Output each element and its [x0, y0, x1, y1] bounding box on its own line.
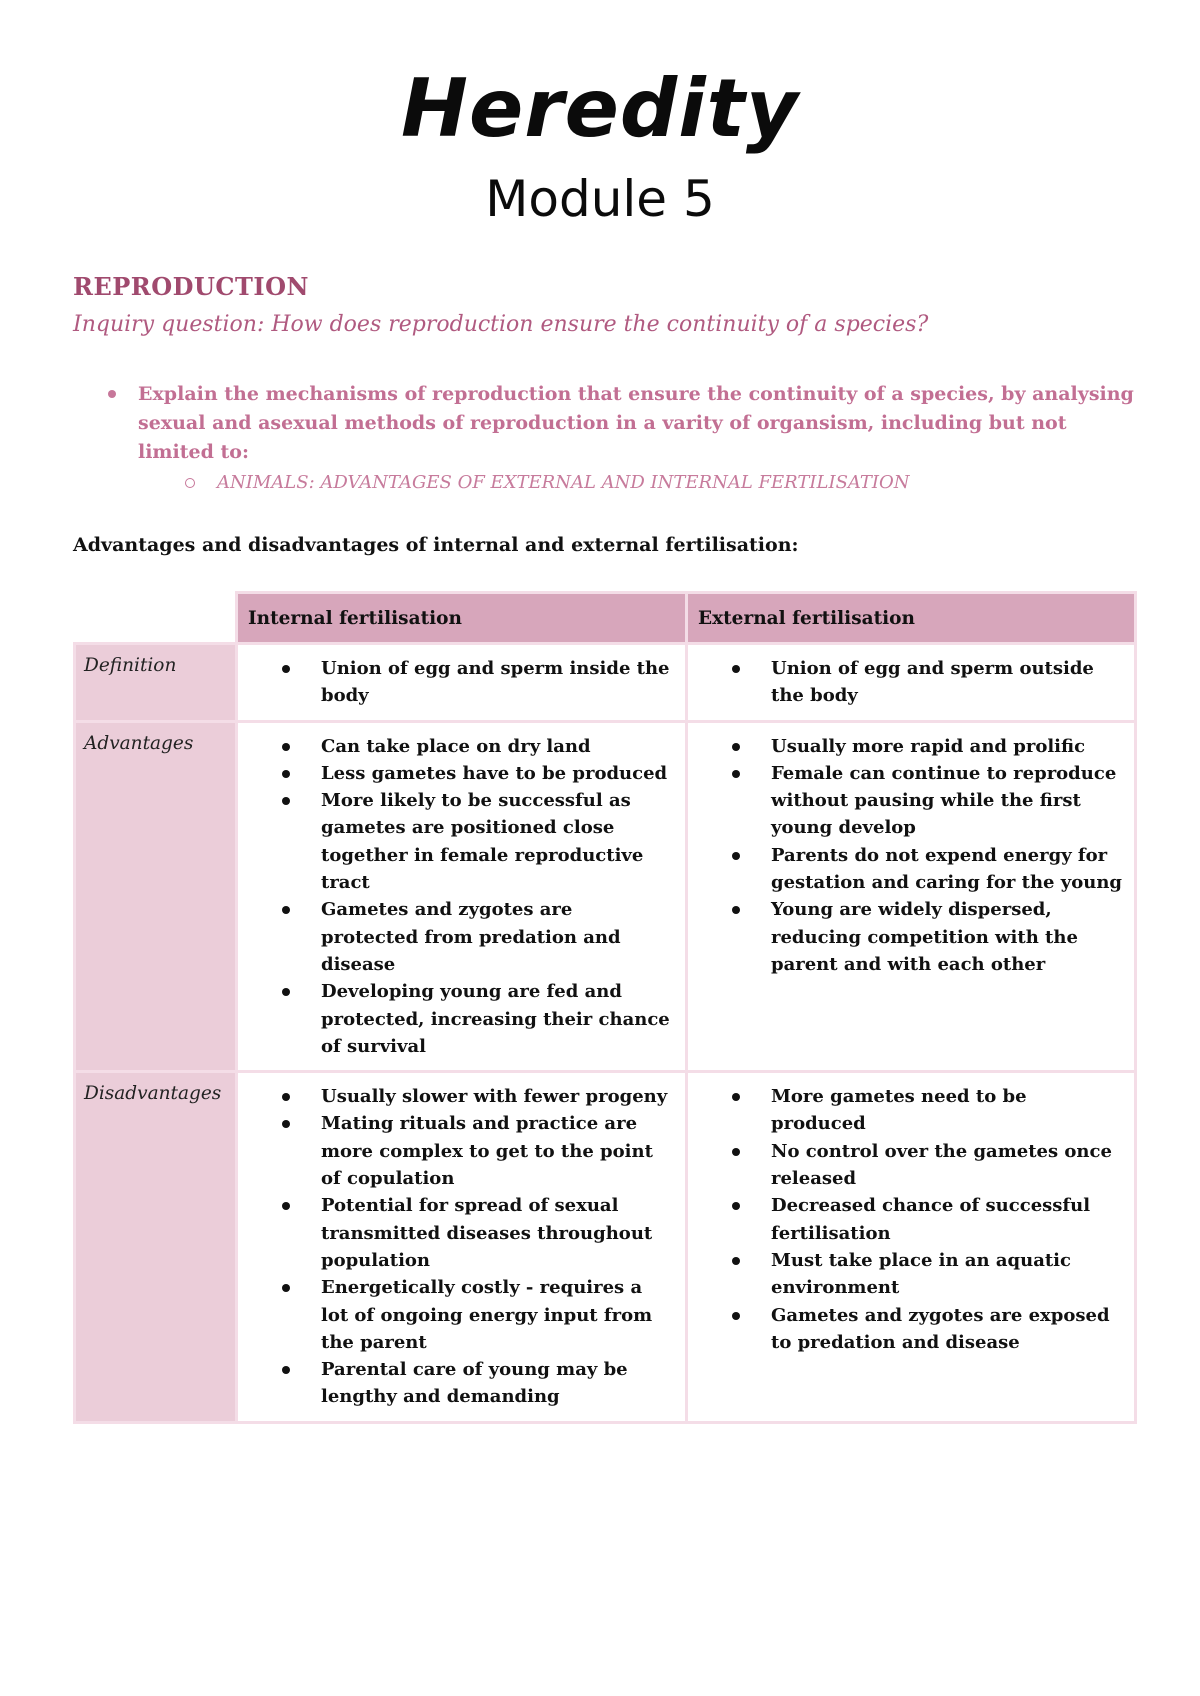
list-item: Usually more rapid and prolific: [732, 733, 1124, 760]
row-label: Disadvantages: [75, 1072, 237, 1423]
list-item: Union of egg and sperm inside the body: [282, 655, 675, 710]
table-caption: Advantages and disadvantages of internal and external fertilisation:: [73, 534, 799, 556]
table-row: [75, 1072, 1136, 1423]
list-item: More gametes need to be produced: [732, 1083, 1124, 1138]
list-item: No control over the gametes once released: [732, 1138, 1124, 1193]
list-item: Usually slower with fewer progeny: [282, 1083, 675, 1110]
list-item: Female can continue to reproduce without pausing while the first young develop: [732, 760, 1124, 842]
syllabus-bullet: [108, 380, 1148, 467]
table-row: [75, 721, 1136, 1072]
bullet-list: [282, 1083, 675, 1411]
cell-external: [687, 721, 1136, 1072]
hollow-circle-icon: [185, 478, 195, 488]
syllabus-bullet-text: Explain the mechanisms of reproduction that ensure the continuity of a species, by analysing sexual and asexual methods of reproduction in a varity of organsism, including but not limited to:: [138, 383, 1134, 463]
list-item: Parents do not expend energy for gestation and caring for the young: [732, 842, 1124, 897]
bullet-list: [282, 655, 675, 710]
table-header-row: [75, 593, 1136, 644]
bullet-list: [282, 733, 675, 1061]
list-item: Less gametes have to be produced: [282, 760, 675, 787]
document-subtitle: Module 5: [485, 170, 715, 228]
list-item: Mating rituals and practice are more complex to get to the point of copulation: [282, 1110, 675, 1192]
table-header-internal: Internal fertilisation: [237, 593, 687, 644]
table-body: [75, 644, 1136, 1423]
list-item: Developing young are fed and protected, increasing their chance of survival: [282, 978, 675, 1060]
list-item: Parental care of young may be lengthy and demanding: [282, 1356, 675, 1411]
list-item: Gametes and zygotes are exposed to predation and disease: [732, 1302, 1124, 1357]
list-item: Energetically costly - requires a lot of ongoing energy input from the parent: [282, 1274, 675, 1356]
cell-internal: [237, 1072, 687, 1423]
list-item: Young are widely dispersed, reducing competition with the parent and with each other: [732, 896, 1124, 978]
bullet-dot-icon: [108, 390, 116, 398]
cell-external: [687, 644, 1136, 722]
table-row: [75, 644, 1136, 722]
list-item: Can take place on dry land: [282, 733, 675, 760]
table-header-external: External fertilisation: [687, 593, 1136, 644]
inquiry-question: Inquiry question: How does reproduction ensure the continuity of a species?: [73, 312, 929, 337]
row-label: Definition: [75, 644, 237, 722]
list-item: More likely to be successful as gametes are positioned close together in female reproductive tract: [282, 787, 675, 896]
row-label: Advantages: [75, 721, 237, 1072]
list-item: Union of egg and sperm outside the body: [732, 655, 1124, 710]
bullet-list: [732, 655, 1124, 710]
section-heading: REPRODUCTION: [73, 272, 309, 301]
list-item: Decreased chance of successful fertilisation: [732, 1192, 1124, 1247]
list-item: Gametes and zygotes are protected from predation and disease: [282, 896, 675, 978]
document-title: Heredity: [401, 62, 799, 155]
cell-internal: [237, 721, 687, 1072]
list-item: Potential for spread of sexual transmitted diseases throughout population: [282, 1192, 675, 1274]
syllabus-sub-bullet: [185, 472, 910, 493]
bullet-list: [732, 1083, 1124, 1356]
list-item: Must take place in an aquatic environment: [732, 1247, 1124, 1302]
bullet-list: [732, 733, 1124, 979]
sub-bullet-text: ANIMALS: ADVANTAGES OF EXTERNAL AND INTERNAL FERTILISATION: [217, 472, 910, 493]
fertilisation-table: [73, 591, 1137, 1424]
table-header-corner: [75, 593, 237, 644]
cell-internal: [237, 644, 687, 722]
cell-external: [687, 1072, 1136, 1423]
